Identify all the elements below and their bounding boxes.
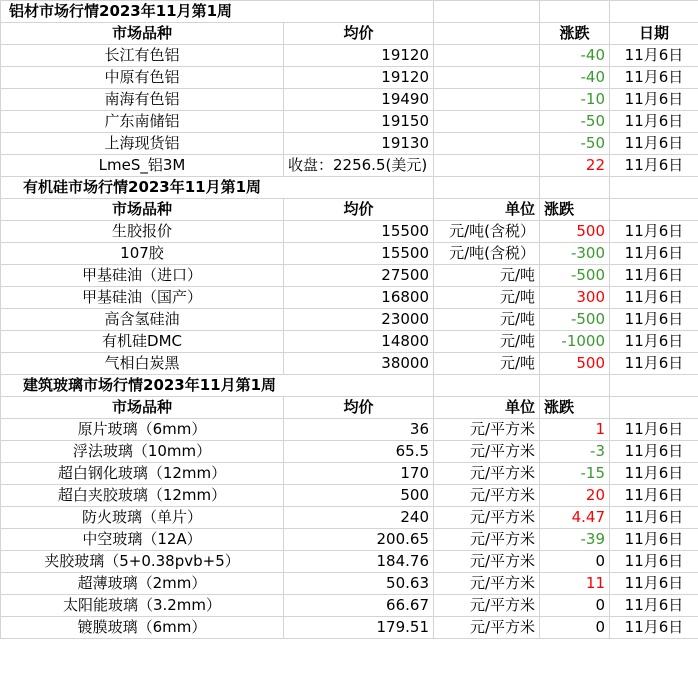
- row-unit: 元/吨(含税）: [434, 221, 540, 243]
- row-date: 11月6日: [610, 551, 698, 573]
- row-name: 上海现货铝: [1, 133, 284, 155]
- row-date: 11月6日: [610, 529, 698, 551]
- row-change: 500: [540, 221, 610, 243]
- row-name: 浮法玻璃（10mm）: [1, 441, 284, 463]
- table-row: [1, 485, 698, 507]
- header-change: 涨跌: [540, 23, 610, 45]
- row-price: 200.65: [284, 529, 434, 551]
- row-change: 11: [540, 573, 610, 595]
- cell: [610, 1, 698, 23]
- row-change: -40: [540, 45, 610, 67]
- table-row: [1, 331, 698, 353]
- header-price: 均价: [284, 199, 434, 221]
- row-unit: 元/平方米: [434, 551, 540, 573]
- row-change: 4.47: [540, 507, 610, 529]
- row-date: 11月6日: [610, 221, 698, 243]
- row-name: 气相白炭黑: [1, 353, 284, 375]
- row-unit: 元/平方米: [434, 617, 540, 639]
- row-name: 广东南储铝: [1, 111, 284, 133]
- row-date: 11月6日: [610, 419, 698, 441]
- table-row: [1, 573, 698, 595]
- table-row: [1, 67, 698, 89]
- row-name: 高含氢硅油: [1, 309, 284, 331]
- row-date: 11月6日: [610, 243, 698, 265]
- row-change: 0: [540, 551, 610, 573]
- row-unit: 元/吨: [434, 309, 540, 331]
- row-unit: [434, 89, 540, 111]
- row-date: 11月6日: [610, 617, 698, 639]
- row-price: 14800: [284, 331, 434, 353]
- row-price: 19150: [284, 111, 434, 133]
- row-date: 11月6日: [610, 45, 698, 67]
- row-unit: 元/吨: [434, 353, 540, 375]
- table-row: [1, 551, 698, 573]
- row-change: -40: [540, 67, 610, 89]
- row-name: 镀膜玻璃（6mm）: [1, 617, 284, 639]
- cell: [540, 177, 610, 199]
- row-date: 11月6日: [610, 331, 698, 353]
- row-name: 中空玻璃（12A）: [1, 529, 284, 551]
- row-unit: 元/平方米: [434, 573, 540, 595]
- section-title-row: [1, 177, 698, 199]
- table-row: [1, 529, 698, 551]
- header-price: 均价: [284, 397, 434, 419]
- header-unit: 单位: [434, 397, 540, 419]
- row-unit: 元/平方米: [434, 419, 540, 441]
- header-name: 市场品种: [1, 23, 284, 45]
- table-row: [1, 221, 698, 243]
- row-price: 36: [284, 419, 434, 441]
- row-change: 0: [540, 595, 610, 617]
- table-row: [1, 419, 698, 441]
- row-name: 太阳能玻璃（3.2mm）: [1, 595, 284, 617]
- row-date: 11月6日: [610, 67, 698, 89]
- row-date: 11月6日: [610, 441, 698, 463]
- row-change: 22: [540, 155, 610, 177]
- header-name: 市场品种: [1, 397, 284, 419]
- header-row: [1, 397, 698, 419]
- row-unit: 元/吨: [434, 287, 540, 309]
- row-unit: 元/平方米: [434, 507, 540, 529]
- section-title: 建筑玻璃市场行情2023年11月第1周: [1, 375, 434, 397]
- row-price: 179.51: [284, 617, 434, 639]
- header-date: 日期: [610, 23, 698, 45]
- row-change: 1: [540, 419, 610, 441]
- row-date: 11月6日: [610, 265, 698, 287]
- header-change: 涨跌: [540, 199, 610, 221]
- row-date: 11月6日: [610, 111, 698, 133]
- row-name: LmeS_铝3M: [1, 155, 284, 177]
- header-date: [610, 397, 698, 419]
- cell: [610, 177, 698, 199]
- header-row: [1, 199, 698, 221]
- header-change: 涨跌: [540, 397, 610, 419]
- row-name: 甲基硅油（进口）: [1, 265, 284, 287]
- table-row: [1, 507, 698, 529]
- row-change: 0: [540, 617, 610, 639]
- row-unit: 元/平方米: [434, 595, 540, 617]
- header-unit: [434, 23, 540, 45]
- row-change: -10: [540, 89, 610, 111]
- row-change: -1000: [540, 331, 610, 353]
- row-change: -50: [540, 111, 610, 133]
- row-unit: 元/吨(含税）: [434, 243, 540, 265]
- row-price: 500: [284, 485, 434, 507]
- table-row: [1, 287, 698, 309]
- row-unit: 元/平方米: [434, 463, 540, 485]
- row-change: 500: [540, 353, 610, 375]
- row-name: 甲基硅油（国产）: [1, 287, 284, 309]
- row-change: -300: [540, 243, 610, 265]
- row-date: 11月6日: [610, 485, 698, 507]
- row-date: 11月6日: [610, 287, 698, 309]
- row-unit: 元/平方米: [434, 441, 540, 463]
- row-date: 11月6日: [610, 463, 698, 485]
- row-unit: 元/吨: [434, 331, 540, 353]
- row-unit: [434, 111, 540, 133]
- row-price: 38000: [284, 353, 434, 375]
- row-price: 收盘：2256.5(美元): [284, 155, 434, 177]
- header-date: [610, 199, 698, 221]
- row-date: 11月6日: [610, 155, 698, 177]
- row-name: 超白夹胶玻璃（12mm）: [1, 485, 284, 507]
- row-price: 65.5: [284, 441, 434, 463]
- row-price: 19120: [284, 67, 434, 89]
- cell: [540, 375, 610, 397]
- row-name: 长江有色铝: [1, 45, 284, 67]
- row-name: 107胶: [1, 243, 284, 265]
- row-name: 超白钢化玻璃（12mm）: [1, 463, 284, 485]
- row-date: 11月6日: [610, 507, 698, 529]
- table-row: [1, 441, 698, 463]
- table-row: [1, 45, 698, 67]
- section-title: 铝材市场行情2023年11月第1周: [1, 1, 434, 23]
- section-title-row: [1, 1, 698, 23]
- row-unit: [434, 67, 540, 89]
- row-price: 16800: [284, 287, 434, 309]
- row-change: 20: [540, 485, 610, 507]
- table-row: [1, 463, 698, 485]
- row-price: 19130: [284, 133, 434, 155]
- row-price: 66.67: [284, 595, 434, 617]
- table-row: [1, 595, 698, 617]
- row-change: -500: [540, 265, 610, 287]
- row-change: -500: [540, 309, 610, 331]
- row-date: 11月6日: [610, 309, 698, 331]
- row-name: 防火玻璃（单片）: [1, 507, 284, 529]
- table-row: [1, 309, 698, 331]
- table-row: [1, 265, 698, 287]
- row-unit: [434, 133, 540, 155]
- row-name: 生胶报价: [1, 221, 284, 243]
- row-price: 170: [284, 463, 434, 485]
- row-price: 19120: [284, 45, 434, 67]
- row-name: 夹胶玻璃（5+0.38pvb+5）: [1, 551, 284, 573]
- cell: [610, 375, 698, 397]
- row-name: 有机硅DMC: [1, 331, 284, 353]
- row-price: 19490: [284, 89, 434, 111]
- table-row: [1, 155, 698, 177]
- row-date: 11月6日: [610, 89, 698, 111]
- table-row: [1, 133, 698, 155]
- row-unit: 元/吨: [434, 265, 540, 287]
- header-price: 均价: [284, 23, 434, 45]
- row-price: 184.76: [284, 551, 434, 573]
- table-row: [1, 617, 698, 639]
- row-name: 超薄玻璃（2mm）: [1, 573, 284, 595]
- row-price: 50.63: [284, 573, 434, 595]
- cell: [434, 375, 540, 397]
- header-name: 市场品种: [1, 199, 284, 221]
- row-date: 11月6日: [610, 353, 698, 375]
- sheet-body: [1, 1, 698, 639]
- row-price: 15500: [284, 221, 434, 243]
- row-change: -15: [540, 463, 610, 485]
- row-change: 300: [540, 287, 610, 309]
- row-date: 11月6日: [610, 133, 698, 155]
- section-title: 有机硅市场行情2023年11月第1周: [1, 177, 434, 199]
- table-row: [1, 353, 698, 375]
- row-unit: [434, 155, 540, 177]
- row-unit: 元/平方米: [434, 529, 540, 551]
- table-row: [1, 243, 698, 265]
- cell: [434, 1, 540, 23]
- header-row: [1, 23, 698, 45]
- table-row: [1, 111, 698, 133]
- header-unit: 单位: [434, 199, 540, 221]
- row-name: 中原有色铝: [1, 67, 284, 89]
- row-date: 11月6日: [610, 595, 698, 617]
- row-price: 23000: [284, 309, 434, 331]
- row-price: 15500: [284, 243, 434, 265]
- row-price: 240: [284, 507, 434, 529]
- row-change: -39: [540, 529, 610, 551]
- row-name: 原片玻璃（6mm）: [1, 419, 284, 441]
- cell: [434, 177, 540, 199]
- section-title-row: [1, 375, 698, 397]
- row-change: -3: [540, 441, 610, 463]
- row-price: 27500: [284, 265, 434, 287]
- row-date: 11月6日: [610, 573, 698, 595]
- cell: [540, 1, 610, 23]
- row-unit: 元/平方米: [434, 485, 540, 507]
- row-unit: [434, 45, 540, 67]
- row-name: 南海有色铝: [1, 89, 284, 111]
- row-change: -50: [540, 133, 610, 155]
- table-row: [1, 89, 698, 111]
